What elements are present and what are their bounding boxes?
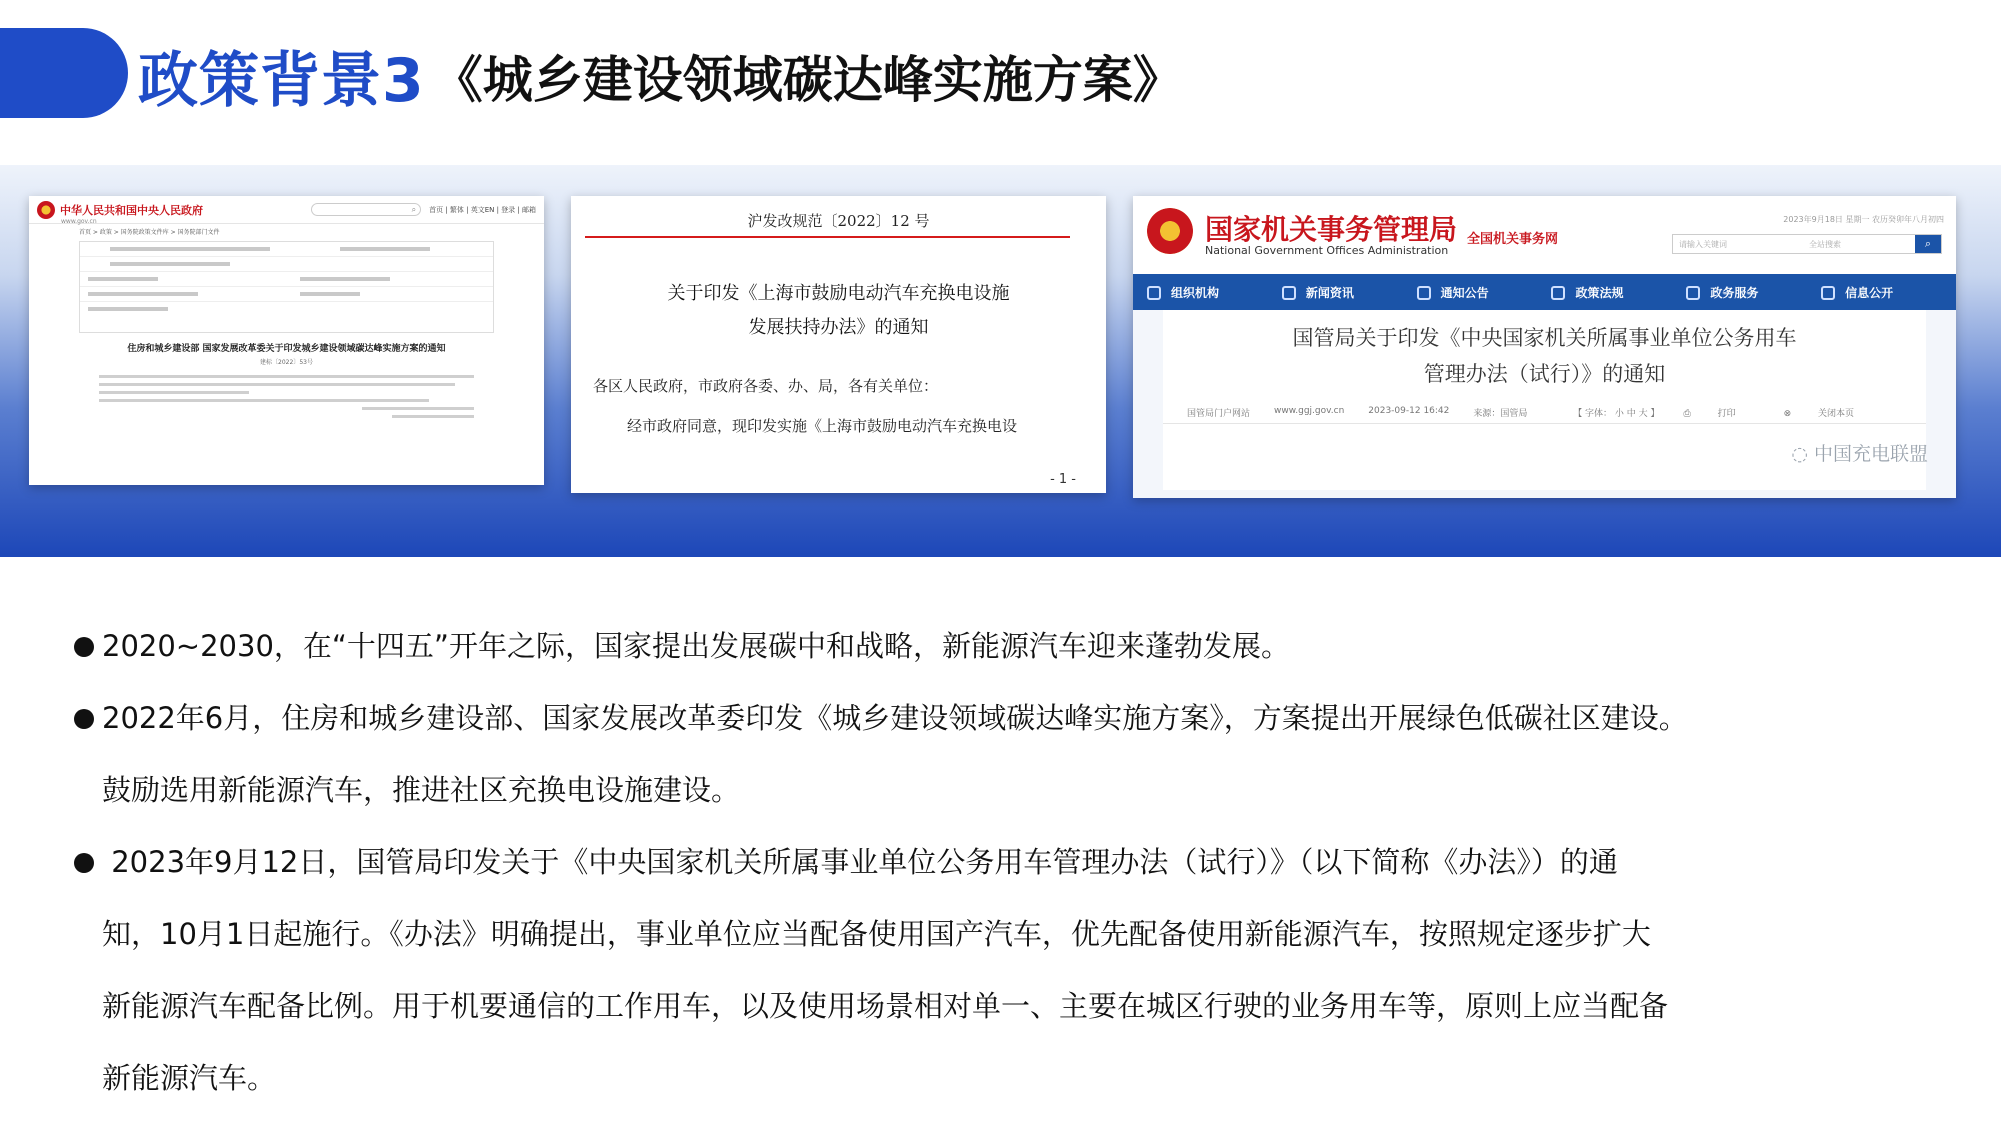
bullet-item — [74, 610, 1934, 682]
shanghai-notice-body: 经市政府同意，现印发实施《上海市鼓励电动汽车充换电设 — [627, 417, 1018, 435]
document-icon — [1551, 286, 1565, 300]
metadata-row — [80, 272, 493, 287]
nav-item-label: 通知公告 — [1440, 285, 1489, 300]
ggj-search-placeholder: 请输入关键词 — [1679, 240, 1727, 249]
gov-cn-url: www.gov.cn — [61, 218, 97, 225]
shanghai-notice-title — [571, 277, 1106, 345]
nav-item-label: 新闻资讯 — [1305, 285, 1354, 300]
bullet-item — [74, 682, 1934, 826]
meta-source-site: 国管局门户网站 — [1187, 409, 1251, 419]
page-title-sub: 《城乡建设领域碳达峰实施方案》 — [432, 51, 1183, 109]
ggj-date: 2023年9月18日 星期一 农历癸卯年八月初四 — [1783, 215, 1944, 224]
ggj-nav-bar — [1133, 274, 1956, 310]
metadata-row — [80, 257, 493, 272]
page-title-main: 政策背景3 — [138, 46, 425, 116]
search-icon[interactable]: ⌕ — [1915, 235, 1941, 253]
ggj-org-name-en: National Government Offices Administration — [1205, 244, 1449, 257]
red-divider-line — [585, 236, 1070, 238]
metadata-row — [80, 242, 493, 257]
gov-cn-top-links[interactable]: 首页 | 繁体 | 英文EN | 登录 | 邮箱 — [429, 205, 536, 214]
bullet-dot-icon — [74, 637, 94, 657]
wechat-icon: ◌ — [1791, 443, 1814, 465]
gov-cn-search-input[interactable] — [311, 203, 421, 216]
nav-item-disclosure[interactable] — [1821, 284, 1956, 301]
ggj-article-title — [1163, 320, 1926, 392]
bullet-text: 2023年9月12日，国管局印发关于《中央国家机关所属事业单位公务用车管理办法（试行）》（以下简称《办法》）的通 — [102, 845, 1618, 879]
nav-item-label: 信息公开 — [1845, 285, 1894, 300]
print-button[interactable] — [1684, 406, 1760, 419]
national-emblem-icon — [1147, 208, 1193, 254]
bullet-dot-icon — [74, 853, 94, 873]
nav-item-label: 政务服务 — [1710, 285, 1759, 300]
gov-cn-document-screenshot — [29, 196, 544, 485]
print-label: 打印 — [1717, 409, 1736, 419]
close-page-button[interactable] — [1784, 406, 1878, 419]
font-size-control[interactable]: 【 字体： 小 中 大 】 — [1573, 409, 1660, 419]
nav-item-policy[interactable] — [1551, 284, 1686, 301]
gov-cn-document-title: 住房和城乡建设部 国家发展改革委关于印发城乡建设领域碳达峰实施方案的通知 — [127, 344, 446, 354]
watermark-text: 中国充电联盟 — [1813, 443, 1928, 465]
nav-item-notice[interactable] — [1417, 284, 1552, 301]
bullet-dot-icon — [74, 709, 94, 729]
nav-item-service[interactable] — [1686, 284, 1821, 301]
ggj-header — [1133, 196, 1956, 274]
ggj-site-tag[interactable]: 全国机关事务网 — [1467, 232, 1559, 247]
bullet-text: 2022年6月，住房和城乡建设部、国家发展改革委印发《城乡建设领域碳达峰实施方案》，方案提出开展绿色低碳社区建设。 — [102, 701, 1688, 735]
title-accent-tab — [0, 28, 128, 118]
bullet-item — [74, 826, 1934, 1114]
ggj-search-input[interactable] — [1672, 234, 1942, 254]
bullet-text: 鼓励选用新能源汽车，推进社区充换电设施建设。 — [102, 773, 741, 807]
meta-from: 来源：国管局 — [1473, 409, 1528, 419]
page-title — [138, 36, 1183, 116]
bullet-text: 新能源汽车配备比例。用于机要通信的工作用车，以及使用场景相对单一、主要在城区行驶的业务用车等，原则上应当配备 — [102, 989, 1669, 1023]
search-icon[interactable]: ⌕ — [411, 205, 417, 214]
gov-cn-site-name: 中华人民共和国中央人民政府 — [60, 203, 203, 217]
shanghai-notice-screenshot — [571, 196, 1106, 493]
gov-cn-metadata-table — [79, 241, 494, 333]
gov-cn-breadcrumb: 首页 > 政策 > 国务院政策文件库 > 国务院部门文件 — [79, 229, 220, 236]
metadata-row — [80, 287, 493, 302]
bell-icon — [1417, 286, 1431, 300]
info-icon — [1821, 286, 1835, 300]
national-emblem-icon — [37, 201, 55, 219]
nav-item-news[interactable] — [1282, 284, 1417, 301]
gov-cn-document-body — [29, 366, 544, 427]
ggj-article-meta — [1163, 406, 1926, 424]
service-icon — [1686, 286, 1700, 300]
nav-item-org[interactable] — [1147, 284, 1282, 301]
ggj-search-scope-select[interactable]: 全站搜索 — [1809, 240, 1841, 249]
meta-url: www.ggj.gov.cn — [1274, 406, 1345, 416]
bullet-text: 知，10月1日起施行。《办法》明确提出，事业单位应当配备使用国产汽车，优先配备使用新能源汽车，按照规定逐步扩大 — [102, 917, 1651, 951]
close-icon: ⊗ — [1783, 409, 1794, 419]
watermark — [1791, 439, 1928, 466]
org-icon — [1147, 286, 1161, 300]
metadata-row — [80, 302, 493, 317]
news-icon — [1282, 286, 1296, 300]
bullet-text: 2020~2030，在“十四五”开年之际，国家提出发展碳中和战略，新能源汽车迎来蓬勃发展。 — [102, 629, 1290, 663]
shanghai-notice-title-line2: 发展扶持办法》的通知 — [748, 317, 929, 338]
printer-icon: ⎙ — [1683, 409, 1694, 419]
nav-item-label: 政策法规 — [1575, 285, 1624, 300]
shanghai-notice-recipients: 各区人民政府，市政府各委、办、局，各有关单位： — [593, 377, 939, 395]
meta-time: 2023-09-12 16:42 — [1368, 406, 1450, 416]
nav-item-label: 组织机构 — [1171, 285, 1220, 300]
ggj-org-name: 国家机关事务管理局 — [1205, 213, 1458, 246]
bullet-text: 新能源汽车。 — [102, 1061, 277, 1095]
ggj-website-screenshot — [1133, 196, 1956, 498]
shanghai-notice-title-line1: 关于印发《上海市鼓励电动汽车充换电设施 — [667, 283, 1010, 304]
gov-cn-document-number: 建标〔2022〕53号 — [260, 359, 313, 366]
ggj-article-title-line1: 国管局关于印发《中央国家机关所属事业单位公务用车 — [1292, 326, 1797, 350]
ggj-article-title-line2: 管理办法（试行）》的通知 — [1423, 362, 1666, 386]
close-page-label: 关闭本页 — [1817, 409, 1854, 419]
bullet-list — [74, 610, 1934, 1114]
gov-cn-header — [29, 196, 544, 224]
shanghai-document-number: 沪发改规范〔2022〕12 号 — [747, 212, 930, 230]
page-number: - 1 - — [1050, 472, 1076, 487]
